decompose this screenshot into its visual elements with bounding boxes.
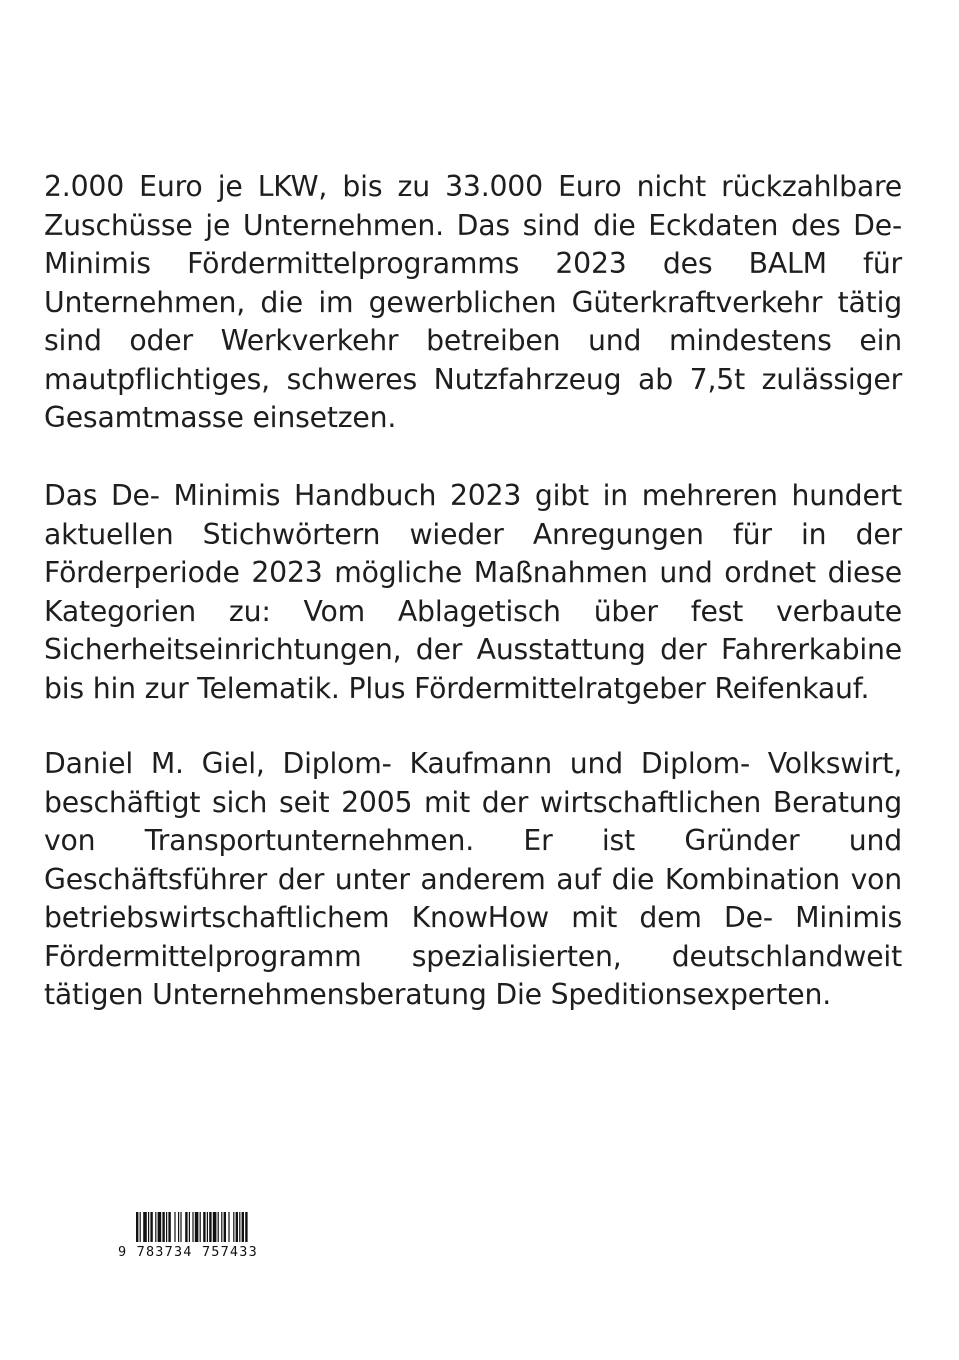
isbn-barcode bbox=[118, 1212, 298, 1264]
paragraph-author-bio: Daniel M. Giel, Diplom- Kaufmann und Diplom- Volkswirt, beschäftigt sich seit 2005 mit der wirtschaftlichen Beratung von Transportunternehmen. Er ist Gründer und Geschäftsführer der unter anderem auf die Kombination von betriebswirtschaftlichem KnowHow mit dem De- Minimis Fördermittelprogramm spezialisierten, deutschlandweit tätigen Unternehmensberatung Die Speditionsexperten. bbox=[44, 747, 902, 1011]
paragraph-funding-overview: 2.000 Euro je LKW, bis zu 33.000 Euro nicht rückzahlbare Zuschüsse je Unternehmen. Das sind die Eckdaten des De-Minimis Fördermittelprogramms 2023 des BALM für Unternehmen, die im gewerblichen Güterkraftverkehr tätig sind oder Werkverkehr betreiben und mindestens ein mautpflichtiges, schweres Nutzfahrzeug ab 7,5t zulässiger Gesamtmasse einsetzen. bbox=[44, 170, 902, 434]
barcode-digits: 9 783734 757433 bbox=[118, 1244, 258, 1260]
barcode-bars-icon bbox=[136, 1212, 296, 1242]
paragraph-handbook-description: Das De- Minimis Handbuch 2023 gibt in mehreren hundert aktuellen Stichwörtern wieder Anregungen für in der Förderperiode 2023 mögliche Maßnahmen und ordnet diese Kategorien zu: Vom Ablagetisch über fest verbaute Sicherheitseinrichtungen, der Ausstattung der Fahrerkabine bis hin zur Telematik. Plus Fördermittelratgeber Reifenkauf. bbox=[44, 479, 902, 705]
